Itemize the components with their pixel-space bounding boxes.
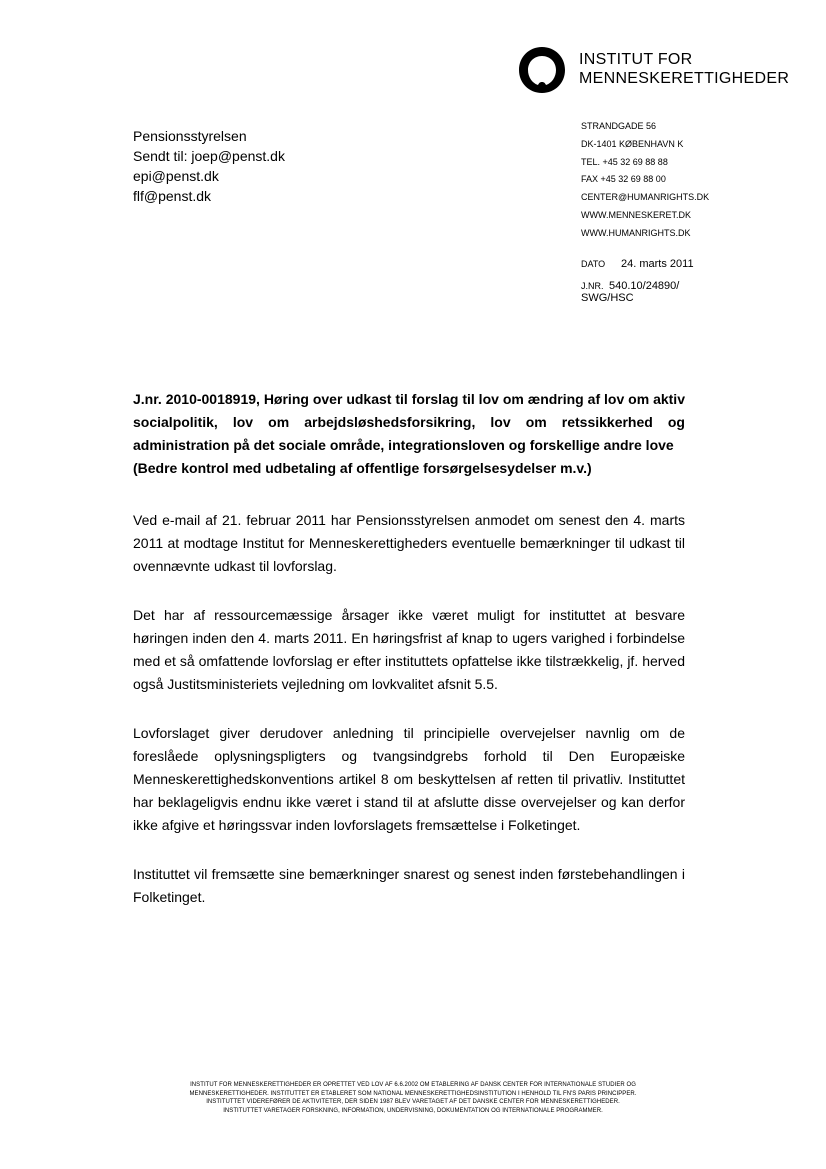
- footer-line: INSTITUTTET VARETAGER FORSKNING, INFORMATION, UNDERVISNING, DOKUMENTATION OG INTERNATIONALE PROGRAMMER.: [223, 1107, 603, 1114]
- contact-website: WWW.MENNESKERET.DK: [581, 209, 692, 220]
- reference-value: 540.10/24890/: [609, 280, 680, 292]
- reference-label: J.NR.: [581, 281, 604, 291]
- contact-street: STRANDGADE 56: [581, 121, 657, 131]
- letter-subject: [133, 388, 685, 480]
- organization-name-line1: INSTITUT FOR: [579, 51, 693, 68]
- subject-text: J.nr. 2010-0018919, Høring over udkast til forslag til lov om ændring af lov om aktiv socialpolitik, lov om arbejdsløshedsforsikring, lov om retssikkerhed og administration på det sociale område, integrationsloven og forskellige andre love: [133, 391, 685, 453]
- contact-email: CENTER@HUMANRIGHTS.DK: [581, 192, 710, 203]
- contact-fax: FAX +45 32 69 88 00: [581, 174, 666, 185]
- footer-line: INSTITUTTET VIDEREFØRER DE AKTIVITETER, DER SIDEN 1987 BLEV VARETAGET AF DET DANSKE CENTER FOR MENNESKERETTIGHEDER.: [206, 1099, 620, 1106]
- organization-name-line2: MENNESKERETTIGHEDER: [579, 70, 790, 87]
- body-paragraph: Lovforslaget giver derudover anledning til principielle overvejelser navnlig om de foreslåede oplysningspligters og tvangsindgrebs forhold til Den Europæiske Menneskerettighedskonventions artikel 8 om beskyttelsen af retten til privatliv. Instituttet har beklageligvis endnu ikke været i stand til at afslutte disse overvejelser og kan derfor ikke afgive et høringssvar inden lovforslagets fremsættelse i Folketinget.: [133, 725, 685, 833]
- subject-parenthetical: (Bedre kontrol med udbetaling af offentlige forsørgelsesydelser m.v.): [133, 460, 592, 476]
- body-paragraph: Ved e-mail af 21. februar 2011 har Pensionsstyrelsen anmodet om senest den 4. marts 2011 at modtage Institut for Menneskerettigheders eventuelle bemærkninger til udkast til ovennævnte udkast til lovforslag.: [133, 512, 685, 574]
- reference-row: [581, 280, 679, 292]
- contact-city: DK-1401 KØBENHAVN K: [581, 138, 684, 149]
- letter-body: [133, 509, 685, 935]
- recipient-email: epi@penst.dk: [133, 168, 219, 184]
- reference-row-continued: [581, 292, 634, 304]
- body-paragraph: Instituttet vil fremsætte sine bemærkninger snarest og senest inden førstebehandlingen i Folketinget.: [133, 866, 685, 905]
- date-row: [581, 258, 694, 270]
- recipient-sent-to: Sendt til: joep@penst.dk: [133, 148, 285, 164]
- recipient-name: Pensionsstyrelsen: [133, 128, 247, 144]
- reference-value-continued: SWG/HSC: [581, 292, 634, 304]
- recipient-block: [133, 126, 285, 206]
- date-label: DATO: [581, 259, 606, 269]
- ring-logo-icon: [517, 45, 567, 95]
- organization-name: [579, 50, 789, 88]
- contact-phone: TEL. +45 32 69 88 88: [581, 156, 668, 167]
- date-value: 24. marts 2011: [621, 258, 694, 270]
- footer-line: INSTITUT FOR MENNESKERETTIGHEDER ER OPRETTET VED LOV AF 6.6.2002 OM ETABLERING AF DANSK CENTER FOR INTERNATIONALE STUDIER OG: [190, 1082, 636, 1088]
- body-paragraph: Det har af ressourcemæssige årsager ikke været muligt for instituttet at besvare høringen inden den 4. marts 2011. En høringsfrist af knap to ugers varighed i forbindelse med et så omfattende lovforslag er efter instituttets opfattelse ikke tilstrækkelig, jf. herved også Justitsministeriets vejledning om lovkvalitet afsnit 5.5.: [133, 607, 685, 692]
- page-footer: [120, 1081, 706, 1115]
- sender-contact-block: [581, 118, 709, 243]
- contact-website: WWW.HUMANRIGHTS.DK: [581, 227, 691, 238]
- footer-line: MENNESKERETTIGHEDER. INSTITUTTET ER ETABLERET SOM NATIONAL MENNESKERETTIGHEDSINSTITUTION I HENHOLD TIL FN'S PARIS PRINCIPPER.: [189, 1090, 637, 1097]
- recipient-email: flf@penst.dk: [133, 188, 212, 204]
